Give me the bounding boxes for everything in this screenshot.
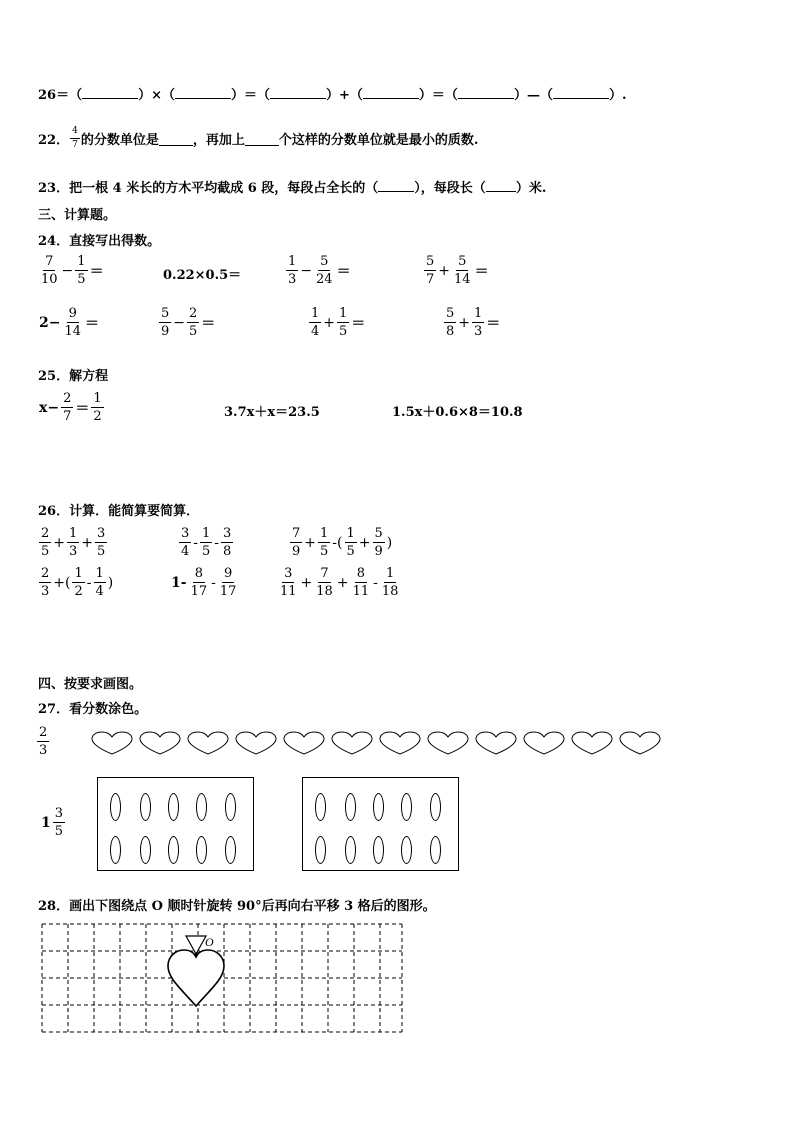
heart-shape[interactable] — [428, 732, 468, 754]
frac-den: 3 — [39, 743, 48, 758]
mixed-whole: 1 — [41, 814, 51, 831]
prefix: 1- — [171, 574, 187, 591]
q27-fraction-2-3 — [36, 726, 50, 757]
frac-num: 5 — [320, 254, 329, 269]
q26-top-times: ）×（ — [138, 88, 175, 103]
frac-num: 5 — [161, 306, 170, 321]
frac-num: 1 — [69, 526, 78, 541]
q22-line — [38, 127, 478, 150]
frac-den: 4 — [311, 324, 320, 339]
hearts-row[interactable] — [88, 730, 668, 760]
frac-den: 5 — [97, 544, 106, 559]
point-o — [194, 953, 198, 957]
operator: + — [81, 534, 94, 551]
q26-top-end: ）. — [608, 88, 627, 103]
frac-num: 1 — [77, 254, 86, 269]
frac-num: 3 — [181, 526, 190, 541]
q23-blank1[interactable] — [378, 191, 414, 192]
q25-eq1 — [38, 392, 105, 423]
frac-den: 9 — [292, 544, 301, 559]
frac-num: 3 — [284, 566, 293, 581]
blank-5[interactable] — [458, 98, 514, 99]
oval[interactable] — [315, 836, 326, 864]
oval-box-1[interactable] — [97, 777, 254, 871]
frac-den: 5 — [339, 324, 348, 339]
oval[interactable] — [196, 793, 207, 821]
frac-den: 14 — [64, 324, 82, 339]
frac-num: 5 — [458, 254, 467, 269]
frac-den: 18 — [316, 584, 333, 599]
frac-num: 7 — [45, 254, 54, 269]
frac-num: 3 — [97, 526, 106, 541]
operator: − — [173, 314, 186, 331]
equals: ＝ — [474, 263, 489, 280]
oval[interactable] — [196, 836, 207, 864]
heart-shape[interactable] — [332, 732, 372, 754]
frac-num: 7 — [320, 566, 329, 581]
blank-2[interactable] — [175, 98, 231, 99]
prefix: x− — [39, 399, 60, 416]
q26-top-eq2: ）＝（ — [418, 88, 458, 103]
blank-3[interactable] — [270, 98, 326, 99]
heart-shape[interactable] — [572, 732, 612, 754]
q26-title: 26．计算．能简算要简算． — [38, 504, 200, 519]
operator: + — [458, 314, 471, 331]
frac-den: 8 — [446, 324, 455, 339]
frac-num: 8 — [356, 566, 365, 581]
operator: + — [358, 534, 371, 551]
oval[interactable] — [110, 836, 121, 864]
frac-num: 2 — [41, 566, 50, 581]
frac-num: 5 — [446, 306, 455, 321]
frac-den: 11 — [352, 584, 370, 599]
frac-num: 1 — [95, 566, 104, 581]
q24-r1-c1 — [38, 255, 105, 286]
dashed-grid — [42, 924, 402, 1032]
point-o-label: O — [205, 935, 214, 949]
frac-num: 3 — [223, 526, 232, 541]
oval[interactable] — [140, 793, 151, 821]
operator: +( — [53, 574, 71, 591]
q23-text2: ），每段长（ — [414, 181, 486, 196]
frac-num: 1 — [311, 306, 320, 321]
q27-mixed-number — [40, 807, 66, 838]
heart-shape[interactable] — [236, 732, 276, 754]
frac-num: 1 — [385, 566, 395, 581]
q22-part1: 的分数单位是 — [80, 133, 159, 148]
operator: + — [300, 574, 313, 591]
frac-num: 1 — [288, 254, 297, 269]
equals: ＝ — [201, 315, 216, 332]
q22-frac-den: 7 — [72, 140, 78, 150]
frac-den: 3 — [41, 584, 50, 599]
operator: - — [86, 574, 92, 591]
q25-eq2: 3.7x＋x＝23.5 — [224, 405, 320, 420]
frac-num: 3 — [54, 806, 64, 821]
frac-num: 1 — [346, 526, 355, 541]
q22-part3: 个这样的分数单位就是最小的质数. — [278, 133, 479, 148]
oval[interactable] — [225, 793, 236, 821]
frac-num: 1 — [202, 526, 211, 541]
frac-den: 3 — [288, 272, 297, 287]
oval[interactable] — [430, 836, 441, 864]
frac-den: 11 — [280, 584, 297, 599]
equals: ＝ — [89, 263, 104, 280]
frac-den: 14 — [454, 272, 471, 287]
frac-num: 5 — [374, 526, 383, 541]
q24-r1-c3 — [285, 255, 352, 286]
frac-num: 5 — [426, 254, 435, 269]
frac-num: 9 — [223, 566, 233, 581]
frac-num: 1 — [74, 566, 83, 581]
frac-den: 7 — [426, 272, 435, 287]
frac-den: 4 — [181, 544, 190, 559]
equals: ＝ — [351, 315, 366, 332]
operator: + — [323, 314, 336, 331]
q23-text3: ）米. — [515, 181, 547, 196]
operator: + — [438, 262, 451, 279]
q25-title: 25．解方程 — [38, 369, 109, 384]
prefix: 2− — [39, 314, 61, 331]
q24-r1-c2: 0.22×0.5＝ — [163, 268, 242, 283]
heart-shape — [168, 950, 224, 1006]
oval-box-2[interactable] — [302, 777, 459, 871]
equals: ＝ — [486, 315, 501, 332]
frac-den: 18 — [381, 584, 399, 599]
oval[interactable] — [345, 793, 356, 821]
paren-close: ) — [107, 574, 114, 591]
operator: − — [300, 262, 313, 279]
frac-num: 1 — [93, 391, 102, 406]
heart-shape[interactable] — [476, 732, 516, 754]
oval[interactable] — [401, 793, 412, 821]
equals: ＝ — [85, 315, 100, 332]
frac-den: 2 — [74, 584, 83, 599]
heart-shape[interactable] — [380, 732, 420, 754]
equals: ＝ — [75, 400, 90, 417]
blank-6[interactable] — [553, 98, 609, 99]
frac-den: 8 — [223, 544, 232, 559]
frac-num: 1 — [474, 306, 483, 321]
q26-top-minus: ）—（ — [513, 88, 553, 103]
frac-den: 10 — [41, 272, 58, 287]
operator: - — [373, 574, 378, 591]
frac-num: 7 — [292, 526, 301, 541]
q24-r1-c4 — [423, 255, 490, 286]
operator: - — [211, 574, 216, 591]
q22-blank1[interactable] — [159, 131, 193, 146]
operator: + — [304, 534, 317, 551]
frac-den: 24 — [316, 272, 333, 287]
q22-blank2[interactable] — [245, 131, 279, 146]
oval[interactable] — [110, 793, 121, 821]
frac-den: 4 — [95, 584, 104, 599]
q26-top-line — [38, 84, 626, 103]
heart-shape[interactable] — [620, 732, 660, 754]
frac-den: 5 — [77, 272, 86, 287]
heart-shape[interactable] — [92, 732, 132, 754]
q24-title: 24．直接写出得数。 — [38, 234, 161, 249]
frac-den: 3 — [474, 324, 483, 339]
frac-den: 17 — [219, 584, 237, 599]
q28-title: 28．画出下图绕点 O 顺时针旋转 90°后再向右平移 3 格后的图形。 — [38, 899, 436, 914]
frac-den: 17 — [190, 584, 208, 599]
frac-num: 8 — [194, 566, 203, 581]
operator: - — [214, 534, 220, 551]
frac-num: 1 — [320, 526, 329, 541]
oval[interactable] — [168, 836, 179, 864]
grid-figure[interactable] — [40, 922, 406, 1036]
q25-eq3: 1.5x＋0.6×8＝10.8 — [392, 405, 523, 420]
oval[interactable] — [225, 836, 236, 864]
q26-expr-4 — [38, 567, 114, 598]
q26-expr-3 — [289, 527, 393, 558]
frac-den: 5 — [54, 824, 64, 839]
oval[interactable] — [345, 836, 356, 864]
equals: ＝ — [336, 263, 351, 280]
paren-close: ) — [386, 534, 393, 551]
section-3-heading: 三、计算题。 — [38, 208, 117, 223]
q23-blank2[interactable] — [486, 191, 516, 192]
operator: - — [193, 534, 199, 551]
q23-line — [38, 177, 546, 196]
heart-shape[interactable] — [524, 732, 564, 754]
oval[interactable] — [168, 793, 179, 821]
frac-num: 2 — [39, 725, 48, 740]
q26-expr-1 — [38, 527, 108, 558]
frac-den: 9 — [374, 544, 383, 559]
blank-1[interactable] — [82, 98, 138, 99]
q22-number: 22． — [38, 133, 70, 148]
operator: + — [336, 574, 349, 591]
oval[interactable] — [373, 836, 384, 864]
q26-expr-5 — [170, 567, 239, 598]
frac-den: 7 — [63, 409, 72, 424]
frac-den: 5 — [346, 544, 355, 559]
frac-den: 5 — [320, 544, 329, 559]
oval[interactable] — [140, 836, 151, 864]
q24-r2-c1 — [38, 307, 100, 338]
frac-num: 2 — [41, 526, 50, 541]
frac-num: 2 — [189, 306, 198, 321]
q22-part2: ，再加上 — [192, 133, 245, 148]
operator: -( — [332, 534, 343, 551]
frac-den: 3 — [69, 544, 78, 559]
frac-num: 1 — [339, 306, 348, 321]
frac-den: 2 — [93, 409, 102, 424]
q26-top-plus: ）+（ — [326, 88, 363, 103]
blank-4[interactable] — [363, 98, 419, 99]
q27-title: 27．看分数涂色。 — [38, 702, 148, 717]
q26-expr-2 — [178, 527, 234, 558]
q23-text1: 23．把一根 4 米长的方木平均截成 6 段，每段占全长的（ — [38, 181, 379, 196]
frac-num: 2 — [63, 391, 72, 406]
frac-den: 5 — [41, 544, 50, 559]
q26-expr-6 — [277, 567, 401, 598]
q22-fraction — [70, 127, 80, 150]
q26-top-lead: 26＝（ — [38, 88, 83, 103]
q22-frac-num: 4 — [70, 127, 80, 139]
frac-den: 9 — [161, 324, 170, 339]
q24-r2-c4 — [443, 307, 501, 338]
heart-shape[interactable] — [284, 732, 324, 754]
oval[interactable] — [401, 836, 412, 864]
operator: + — [53, 534, 66, 551]
frac-den: 5 — [202, 544, 211, 559]
q24-r2-c3 — [308, 307, 366, 338]
frac-num: 9 — [68, 306, 77, 321]
heart-shape[interactable] — [140, 732, 180, 754]
oval[interactable] — [430, 793, 441, 821]
section-4-heading: 四、按要求画图。 — [38, 677, 143, 692]
oval[interactable] — [315, 793, 326, 821]
q24-r2-c2 — [158, 307, 216, 338]
q26-top-eq1: ）＝（ — [231, 88, 271, 103]
heart-shape[interactable] — [188, 732, 228, 754]
operator: − — [61, 262, 74, 279]
frac-den: 5 — [189, 324, 198, 339]
oval[interactable] — [373, 793, 384, 821]
